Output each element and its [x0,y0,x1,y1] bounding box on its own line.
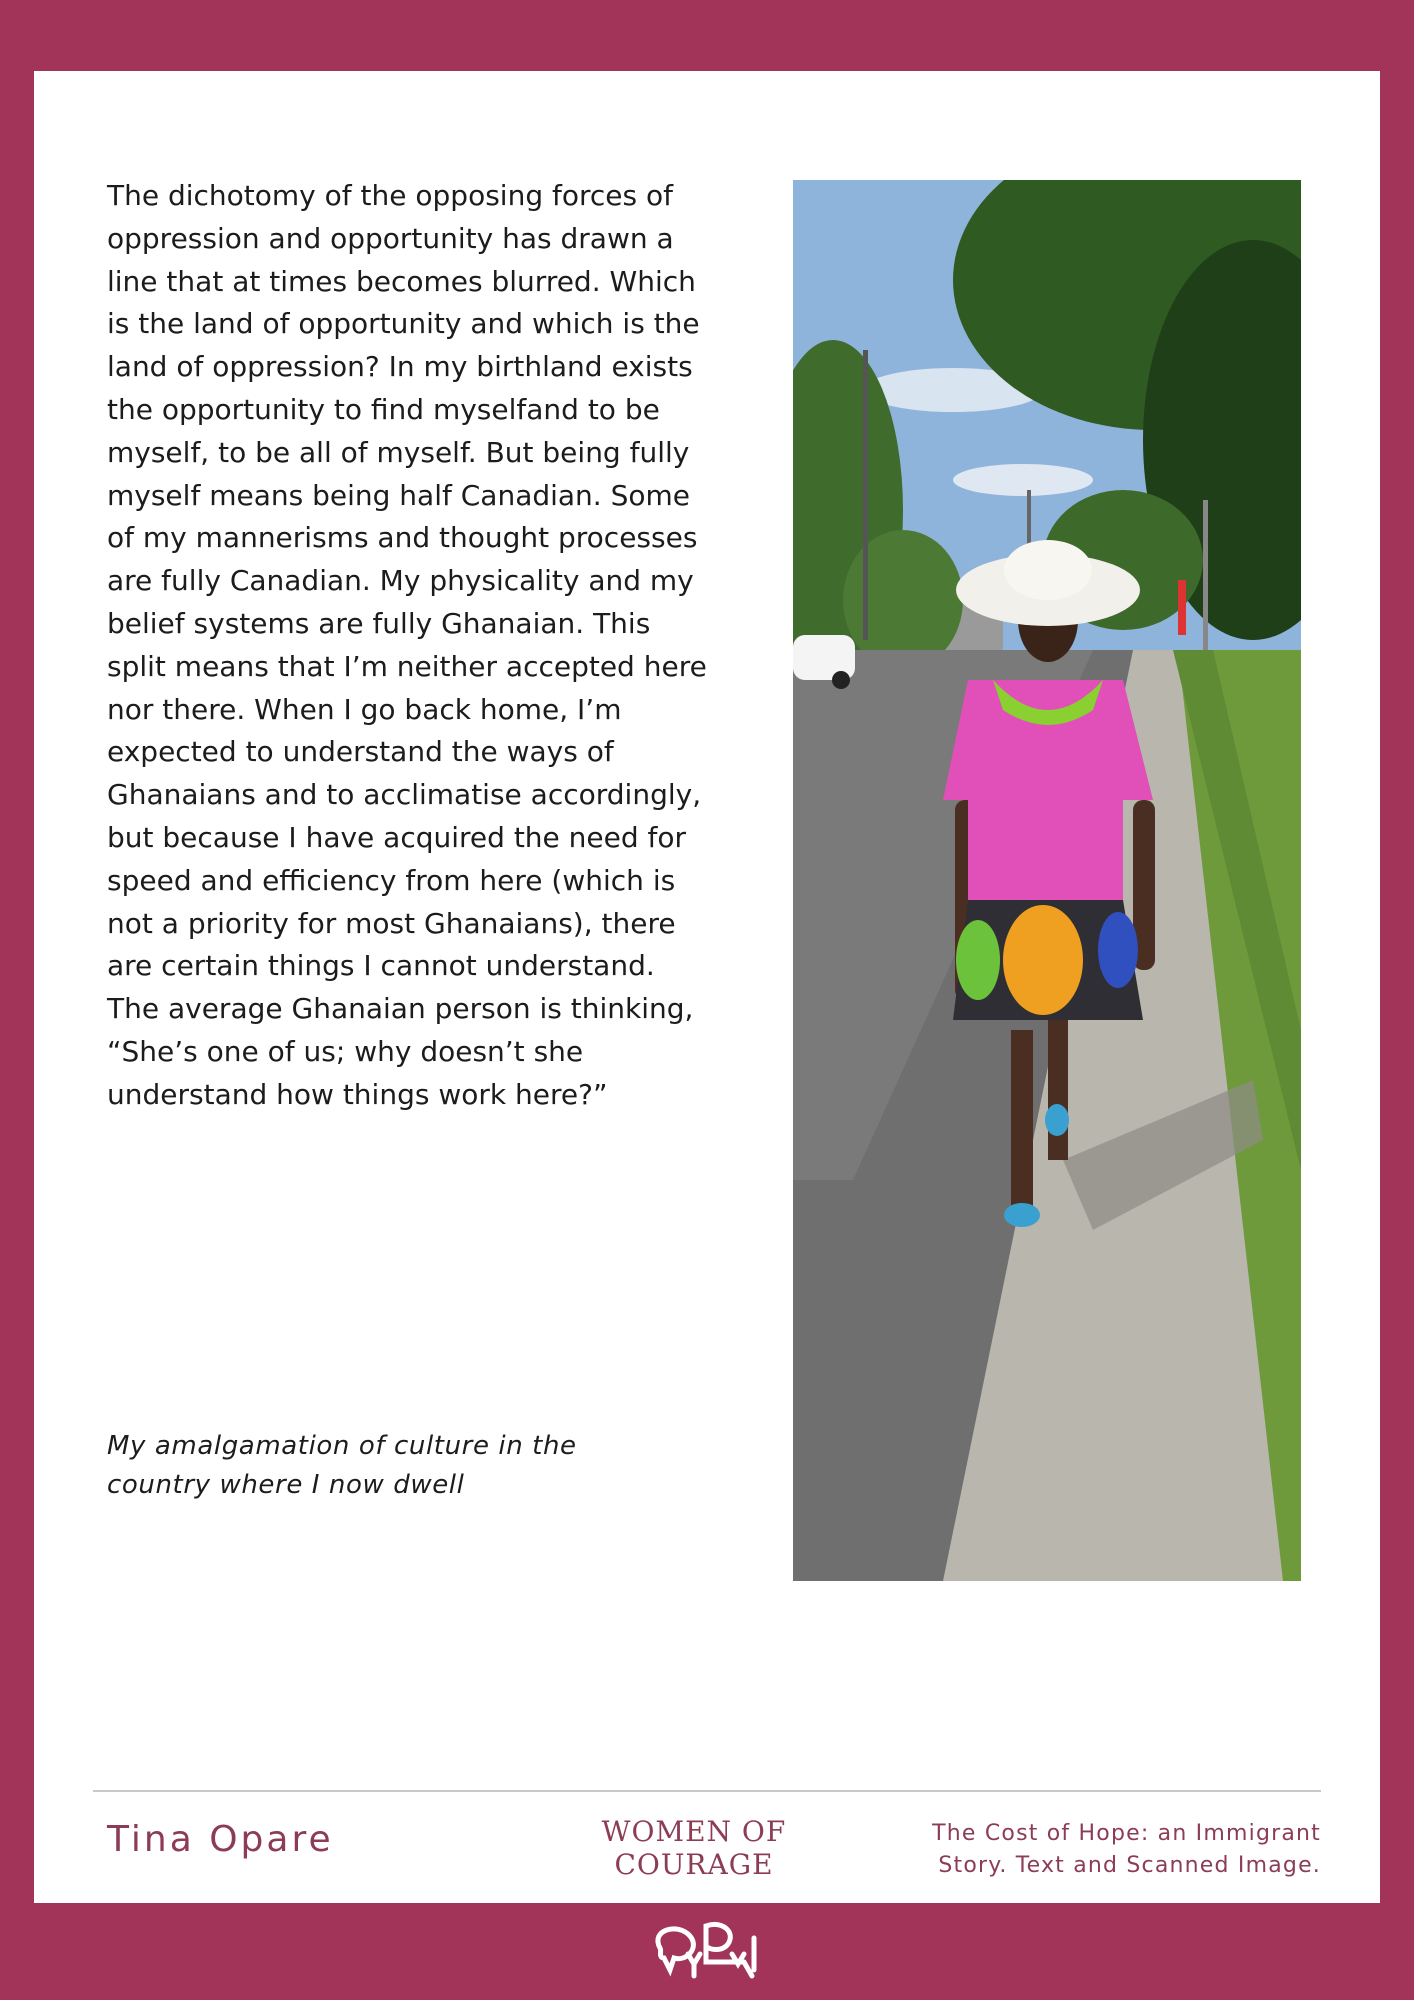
photo-caption: My amalgamation of culture in the country where I now dwell [107,1431,577,1500]
work-title: The Cost of Hope: an Immigrant Story. Text and Scanned Image. [932,1821,1321,1878]
author-name: Tina Opare [107,1819,334,1860]
footer-divider [93,1790,1321,1792]
publisher-logo-icon [648,1918,766,1986]
woman-walking-photo [793,180,1301,1581]
story-body-text: The dichotomy of the opposing forces of oppression and opportunity has drawn a line that at times becomes blurred. Which is the land of opportunity and which is the land of oppression? In my birthland exists the opportunity to find myselfand to be myself, to be all of myself. But being fully myself means being half Canadian. Some of my mannerisms and thought processes are fully Canadian. My physicality and my belief systems are fully Ghanaian. This split means that I’m neither accepted here nor there. When I go back home, I’m expected to understand the ways of Ghanaians and to acclimatise accordingly, but because I have acquired the need for speed and efficiency from here (which is not a priority for most Ghanaians), there are certain things I cannot understand. The average Ghanaian person is thinking, “She’s one of us; why doesn’t she understand how things work here?” [107,179,707,1111]
content-page [34,71,1380,1903]
women-of-courage-wordmark: WOMEN OF COURAGE [601,1815,787,1881]
